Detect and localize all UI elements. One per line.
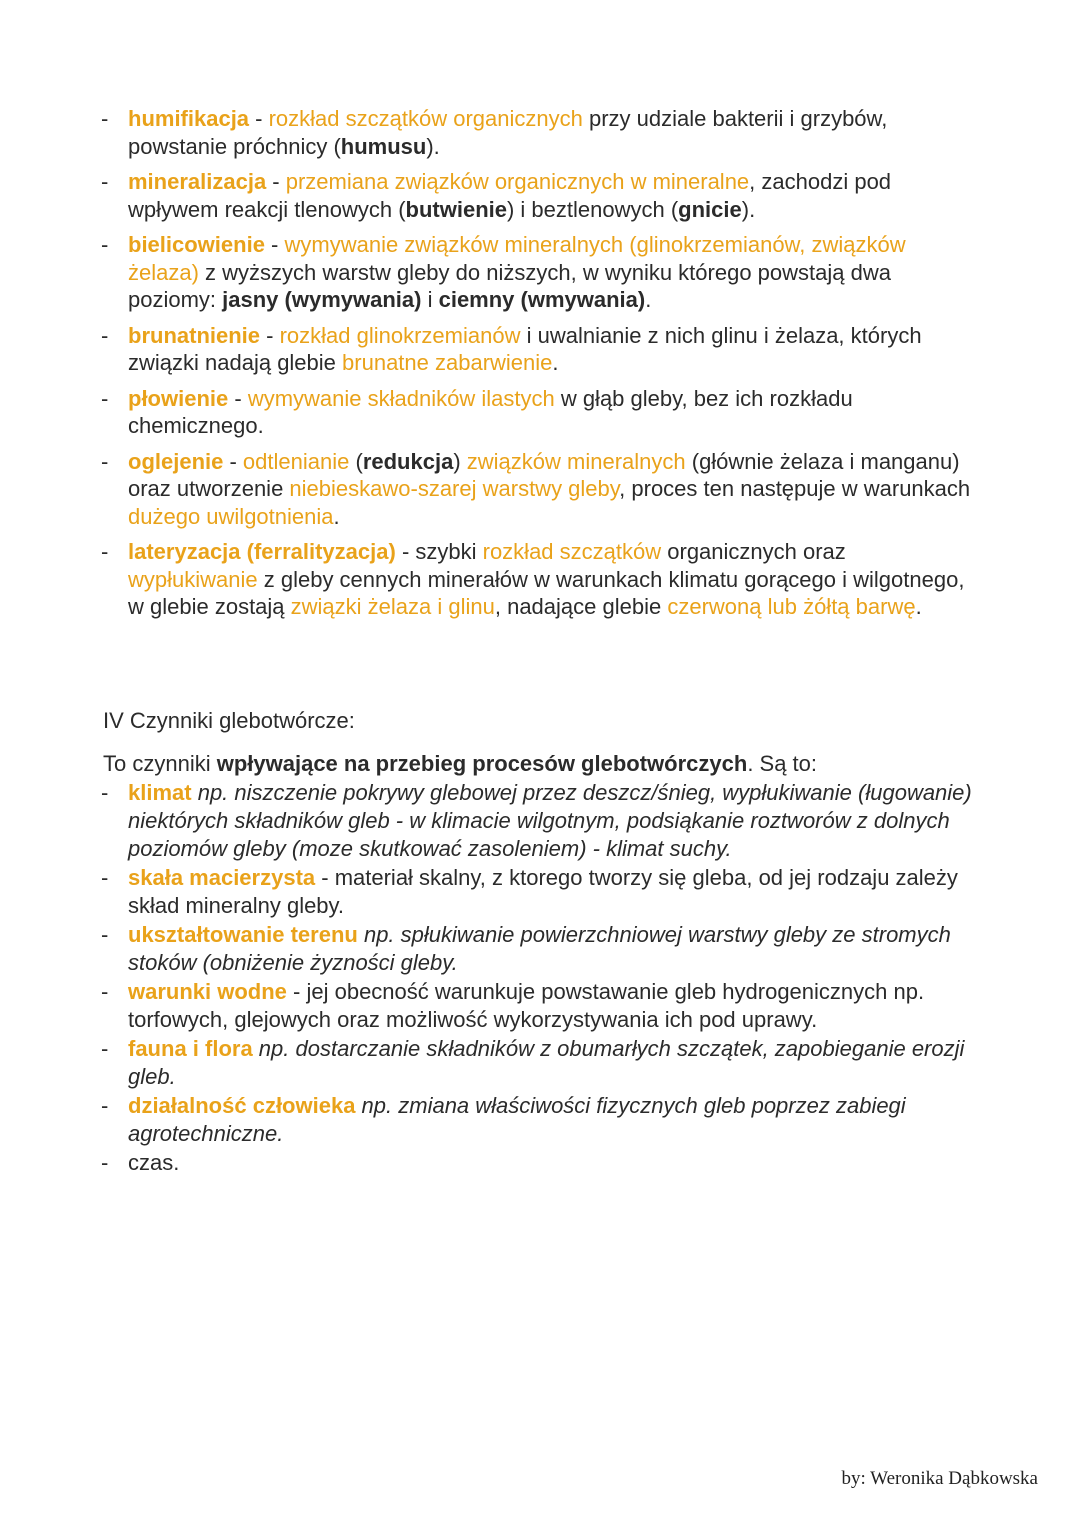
list-item: - fauna i flora np. dostarczanie składników z obumarłych szczątek, zapobieganie erozji gleb. bbox=[101, 1036, 965, 1089]
list-item: - oglejenie - odtlenianie (redukcja) związków mineralnych (głównie żelaza i manganu) oraz utworzenie niebieskawo-szarej warstwy gleby, proces ten następuje w warunkach dużego uwilgotnienia. bbox=[101, 448, 971, 529]
list-item: - klimat np. niszczenie pokrywy glebowej przez deszcz/śnieg, wypłukiwanie (ługowanie) niektórych składników gleb - w klimacie wilgotnym, podsiąkanie roztworów z dolnych poziomów gleby (moze skutkować zasoleniem) - klimat suchy. bbox=[101, 780, 972, 861]
list-item: - bielicowienie - wymywanie związków mineralnych (glinokrzemianów, związków żelaza) z wyższych warstw gleby do niższych, w wyniku którego powstają dwa poziomy: jasny (wymywania) i ciemny (wmywania). bbox=[101, 232, 906, 312]
soil-factors-list bbox=[0, 779, 1080, 1178]
list-item: - lateryzacja (ferralityzacja) - szybki rozkład szczątków organicznych oraz wypłukiwanie z gleby cennych minerałów w warunkach klimatu gorącego i wilgotnego, w glebie zostają związki żelaza i glinu, nadające glebie czerwoną lub żółtą barwę. bbox=[101, 539, 965, 619]
list-item: - płowienie - wymywanie składników ilastych w głąb gleby, bez ich rozkładu chemicznego. bbox=[101, 385, 853, 438]
list-item: - działalność człowieka np. zmiana właściwości fizycznych gleb poprzez zabiegi agrotechniczne. bbox=[101, 1093, 906, 1146]
list-item: - skała macierzysta - materiał skalny, z ktorego tworzy się gleba, od jej rodzaju zależy skład mineralny gleby. bbox=[101, 865, 958, 918]
list-item: - brunatnienie - rozkład glinokrzemianów i uwalnianie z nich glinu i żelaza, których związki nadają glebie brunatne zabarwienie. bbox=[101, 322, 922, 375]
list-item: - humifikacja - rozkład szczątków organicznych przy udziale bakterii i grzybów, powstanie próchnicy (humusu). bbox=[101, 106, 888, 159]
list-item: - mineralizacja - przemiana związków organicznych w mineralne, zachodzi pod wpływem reakcji tlenowych (butwienie) i beztlenowych (gnicie). bbox=[101, 169, 892, 222]
author-credit: by: Weronika Dąbkowska bbox=[841, 1468, 1038, 1489]
list-item: - czas. bbox=[101, 1150, 180, 1175]
list-item: - warunki wodne - jej obecność warunkuje powstawanie gleb hydrogenicznych np. torfowych, glejowych oraz możliwość wykorzystywania ich pod uprawy. bbox=[101, 979, 925, 1032]
section-intro: To czynniki wpływające na przebieg procesów glebotwórczych. Są to: bbox=[103, 751, 818, 776]
soil-processes-list bbox=[0, 105, 1080, 629]
list-item: - ukształtowanie terenu np. spłukiwanie powierzchniowej warstwy gleby ze stromych stoków (obniżenie żyzności gleby. bbox=[101, 922, 951, 975]
section-heading: IV Czynniki glebotwórcze: bbox=[103, 708, 355, 733]
